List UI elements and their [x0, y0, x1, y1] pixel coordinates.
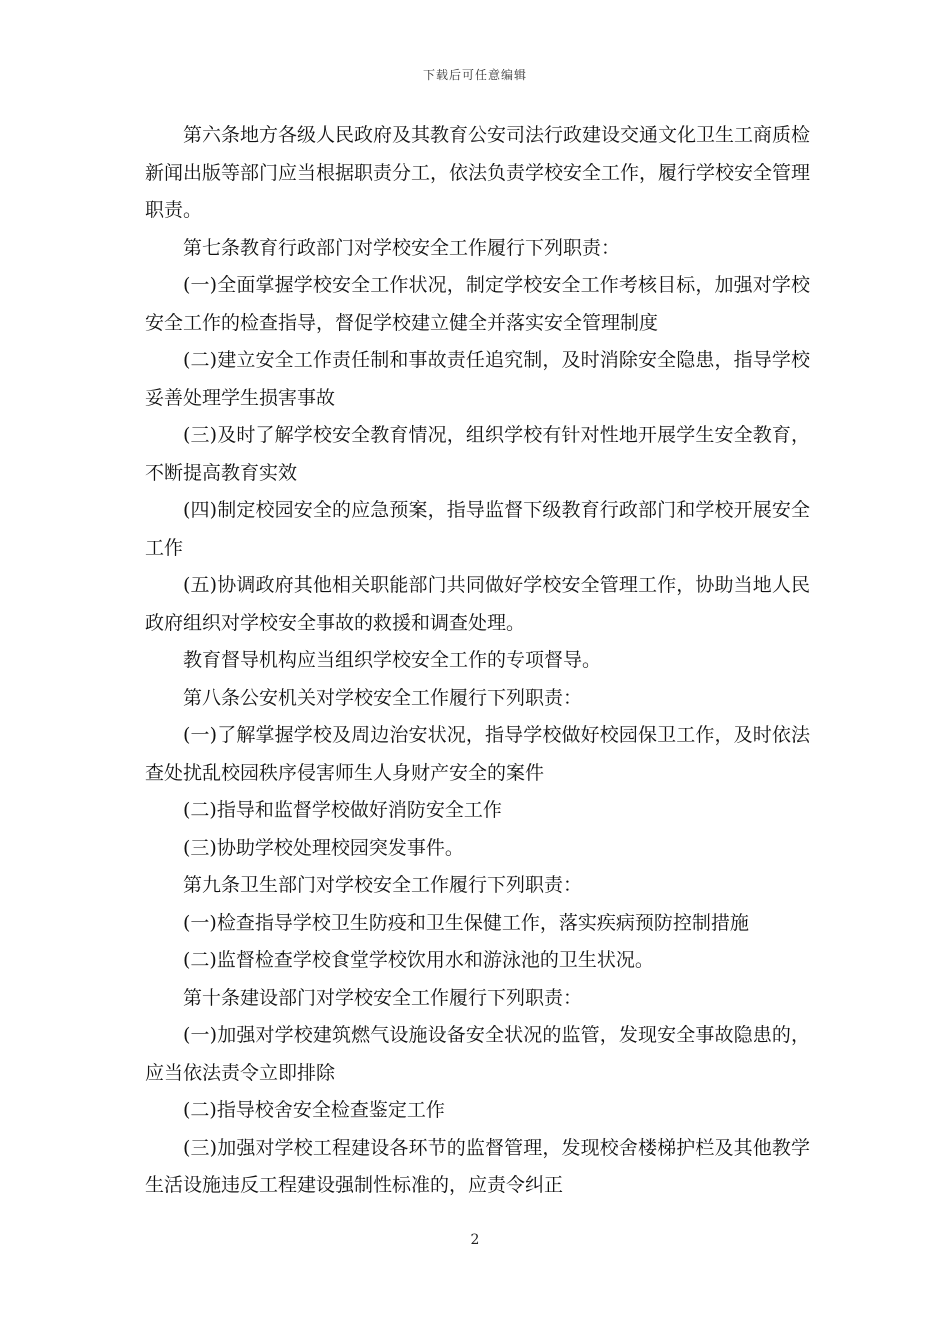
paragraph: (一)检查指导学校卫生防疫和卫生保健工作，落实疾病预防控制措施 [183, 911, 749, 934]
paragraph: (二)指导校舍安全检查鉴定工作 [183, 1099, 445, 1121]
paragraph: 第八条公安机关对学校安全工作履行下列职责： [183, 686, 583, 709]
page-header-note: 下载后可任意编辑 [422, 68, 527, 82]
paragraph: 第十条建设部门对学校安全工作履行下列职责： [183, 986, 583, 1009]
paragraph: (一)加强对学校建筑燃气设施设备安全状况的监管，发现安全事故隐患的，应当依法责令立即排除 [145, 1024, 810, 1084]
paragraph: (四)制定校园安全的应急预案，指导监督下级教育行政部门和学校开展安全工作 [145, 499, 810, 559]
paragraph: (三)协助学校处理校园突发事件。 [183, 836, 464, 859]
paragraph: (五)协调政府其他相关职能部门共同做好学校安全管理工作，协助当地人民政府组织对学校安全事故的救援和调查处理。 [145, 574, 810, 634]
paragraph: (一)了解掌握学校及周边治安状况，指导学校做好校园保卫工作，及时依法查处扰乱校园秩序侵害师生人身财产安全的案件 [145, 724, 810, 784]
paragraph: (三)及时了解学校安全教育情况，组织学校有针对性地开展学生安全教育，不断提高教育实效 [145, 424, 810, 484]
paragraph: 第九条卫生部门对学校安全工作履行下列职责： [183, 874, 583, 896]
page-number: 2 [470, 1232, 480, 1248]
paragraph: 教育督导机构应当组织学校安全工作的专项督导。 [183, 649, 602, 671]
paragraph: (一)全面掌握学校安全工作状况，制定学校安全工作考核目标，加强对学校安全工作的检查指导，督促学校建立健全并落实安全管理制度 [145, 274, 810, 334]
paragraph: (三)加强对学校工程建设各环节的监督管理，发现校舍楼梯护栏及其他教学生活设施违反工程建设强制性标准的，应责令纠正 [145, 1136, 810, 1196]
paragraph: 第七条教育行政部门对学校安全工作履行下列职责： [183, 236, 621, 259]
paragraph: 第六条地方各级人民政府及其教育公安司法行政建设交通文化卫生工商质检新闻出版等部门应当根据职责分工，依法负责学校安全工作，履行学校安全管理职责。 [145, 124, 811, 221]
paragraph: (二)建立安全工作责任制和事故责任追究制，及时消除安全隐患，指导学校妥善处理学生损害事故 [145, 349, 810, 409]
paragraph: (二)指导和监督学校做好消防安全工作 [183, 799, 502, 821]
paragraph: (二)监督检查学校食堂学校饮用水和游泳池的卫生状况。 [183, 949, 654, 971]
document-body [145, 117, 810, 1205]
